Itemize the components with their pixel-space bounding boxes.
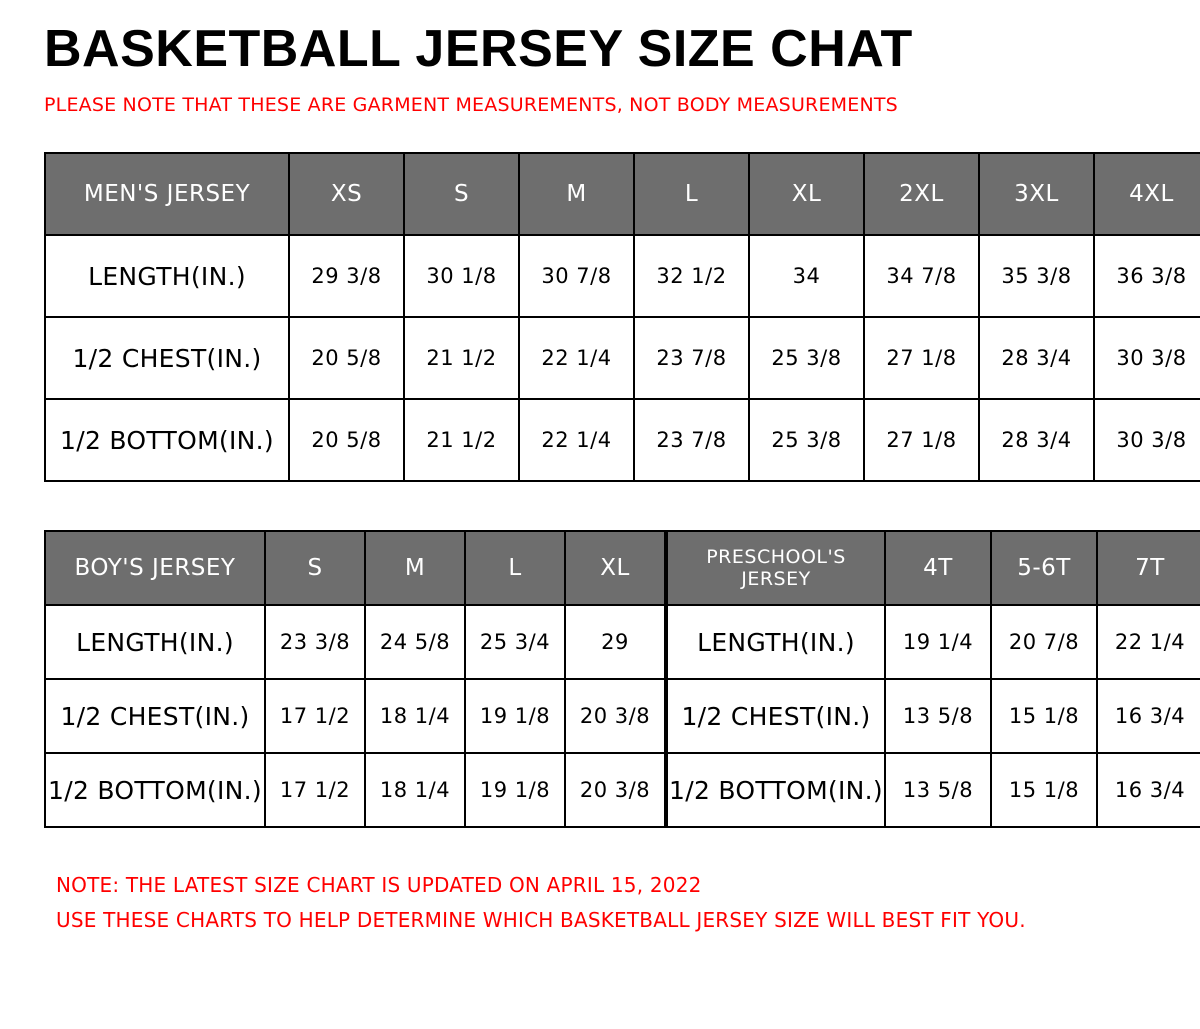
mens-header-label: MEN'S JERSEY [45, 153, 289, 235]
mens-chest-l: 23 7/8 [634, 317, 749, 399]
mens-bottom-m: 22 1/4 [519, 399, 634, 481]
mens-length-xs: 29 3/8 [289, 235, 404, 317]
table-row [45, 235, 1200, 317]
mens-header-xl: XL [749, 153, 864, 235]
table-row [667, 679, 1200, 753]
table-header-row [45, 153, 1200, 235]
mens-length-m: 30 7/8 [519, 235, 634, 317]
mens-bottom-s: 21 1/2 [404, 399, 519, 481]
preschool-chest-4t: 13 5/8 [885, 679, 991, 753]
mens-chest-xs: 20 5/8 [289, 317, 404, 399]
footer-note-usage: USE THESE CHARTS TO HELP DETERMINE WHICH BASKETBALL JERSEY SIZE WILL BEST FIT YOU. [56, 908, 1026, 933]
table-row [667, 753, 1200, 827]
boys-bottom-m: 18 1/4 [365, 753, 465, 827]
mens-chest-4xl: 30 3/8 [1094, 317, 1200, 399]
footer-note-update: NOTE: THE LATEST SIZE CHART IS UPDATED ON APRIL 15, 2022 [56, 873, 702, 898]
table-row [45, 753, 665, 827]
preschool-bottom-7t: 16 3/4 [1097, 753, 1200, 827]
preschool-length-7t: 22 1/4 [1097, 605, 1200, 679]
boys-bottom-s: 17 1/2 [265, 753, 365, 827]
boys-header-s: S [265, 531, 365, 605]
preschool-header-5-6t: 5-6T [991, 531, 1097, 605]
mens-chest-s: 21 1/2 [404, 317, 519, 399]
preschool-bottom-5-6t: 15 1/8 [991, 753, 1097, 827]
preschool-jersey-size-table [666, 530, 1200, 828]
boys-header-xl: XL [565, 531, 665, 605]
preschool-bottom-4t: 13 5/8 [885, 753, 991, 827]
preschool-length-5-6t: 20 7/8 [991, 605, 1097, 679]
mens-bottom-xs: 20 5/8 [289, 399, 404, 481]
table-row [45, 605, 665, 679]
preschool-row-label-length: LENGTH(IN.) [667, 605, 885, 679]
mens-length-l: 32 1/2 [634, 235, 749, 317]
mens-length-3xl: 35 3/8 [979, 235, 1094, 317]
mens-bottom-4xl: 30 3/8 [1094, 399, 1200, 481]
boys-chest-m: 18 1/4 [365, 679, 465, 753]
mens-row-label-chest: 1/2 CHEST(IN.) [45, 317, 289, 399]
boys-header-label: BOY'S JERSEY [45, 531, 265, 605]
table-row [667, 605, 1200, 679]
boys-chest-s: 17 1/2 [265, 679, 365, 753]
mens-chest-m: 22 1/4 [519, 317, 634, 399]
mens-length-4xl: 36 3/8 [1094, 235, 1200, 317]
lower-tables-section [44, 530, 1186, 828]
mens-header-4xl: 4XL [1094, 153, 1200, 235]
mens-row-label-length: LENGTH(IN.) [45, 235, 289, 317]
preschool-header-4t: 4T [885, 531, 991, 605]
table-row [45, 679, 665, 753]
boys-row-label-chest: 1/2 CHEST(IN.) [45, 679, 265, 753]
mens-bottom-l: 23 7/8 [634, 399, 749, 481]
mens-length-s: 30 1/8 [404, 235, 519, 317]
mens-jersey-size-table [44, 152, 1200, 482]
table-row [45, 317, 1200, 399]
boys-row-label-length: LENGTH(IN.) [45, 605, 265, 679]
footer-notes [56, 868, 1178, 938]
size-chart-page [0, 22, 1200, 1029]
mens-bottom-xl: 25 3/8 [749, 399, 864, 481]
mens-row-label-bottom: 1/2 BOTTOM(IN.) [45, 399, 289, 481]
boys-length-s: 23 3/8 [265, 605, 365, 679]
mens-header-l: L [634, 153, 749, 235]
preschool-length-4t: 19 1/4 [885, 605, 991, 679]
mens-header-3xl: 3XL [979, 153, 1094, 235]
boys-chest-l: 19 1/8 [465, 679, 565, 753]
mens-bottom-3xl: 28 3/4 [979, 399, 1094, 481]
page-title: BASKETBALL JERSEY SIZE CHAT [44, 20, 913, 78]
mens-length-2xl: 34 7/8 [864, 235, 979, 317]
boys-jersey-size-table [44, 530, 666, 828]
mens-bottom-2xl: 27 1/8 [864, 399, 979, 481]
mens-header-xs: XS [289, 153, 404, 235]
preschool-chest-5-6t: 15 1/8 [991, 679, 1097, 753]
mens-chest-2xl: 27 1/8 [864, 317, 979, 399]
mens-length-xl: 34 [749, 235, 864, 317]
boys-bottom-xl: 20 3/8 [565, 753, 665, 827]
boys-length-l: 25 3/4 [465, 605, 565, 679]
preschool-row-label-chest: 1/2 CHEST(IN.) [667, 679, 885, 753]
garment-measurement-note: PLEASE NOTE THAT THESE ARE GARMENT MEASUREMENTS, NOT BODY MEASUREMENTS [44, 93, 898, 116]
mens-chest-xl: 25 3/8 [749, 317, 864, 399]
boys-row-label-bottom: 1/2 BOTTOM(IN.) [45, 753, 265, 827]
boys-length-m: 24 5/8 [365, 605, 465, 679]
preschool-row-label-bottom: 1/2 BOTTOM(IN.) [667, 753, 885, 827]
preschool-chest-7t: 16 3/4 [1097, 679, 1200, 753]
boys-chest-xl: 20 3/8 [565, 679, 665, 753]
boys-length-xl: 29 [565, 605, 665, 679]
mens-header-m: M [519, 153, 634, 235]
boys-bottom-l: 19 1/8 [465, 753, 565, 827]
boys-header-m: M [365, 531, 465, 605]
preschool-header-label: PRESCHOOL'S JERSEY [667, 531, 885, 605]
boys-header-l: L [465, 531, 565, 605]
mens-header-2xl: 2XL [864, 153, 979, 235]
mens-chest-3xl: 28 3/4 [979, 317, 1094, 399]
table-header-row [45, 531, 665, 605]
table-header-row [667, 531, 1200, 605]
mens-header-s: S [404, 153, 519, 235]
table-row [45, 399, 1200, 481]
preschool-header-7t: 7T [1097, 531, 1200, 605]
